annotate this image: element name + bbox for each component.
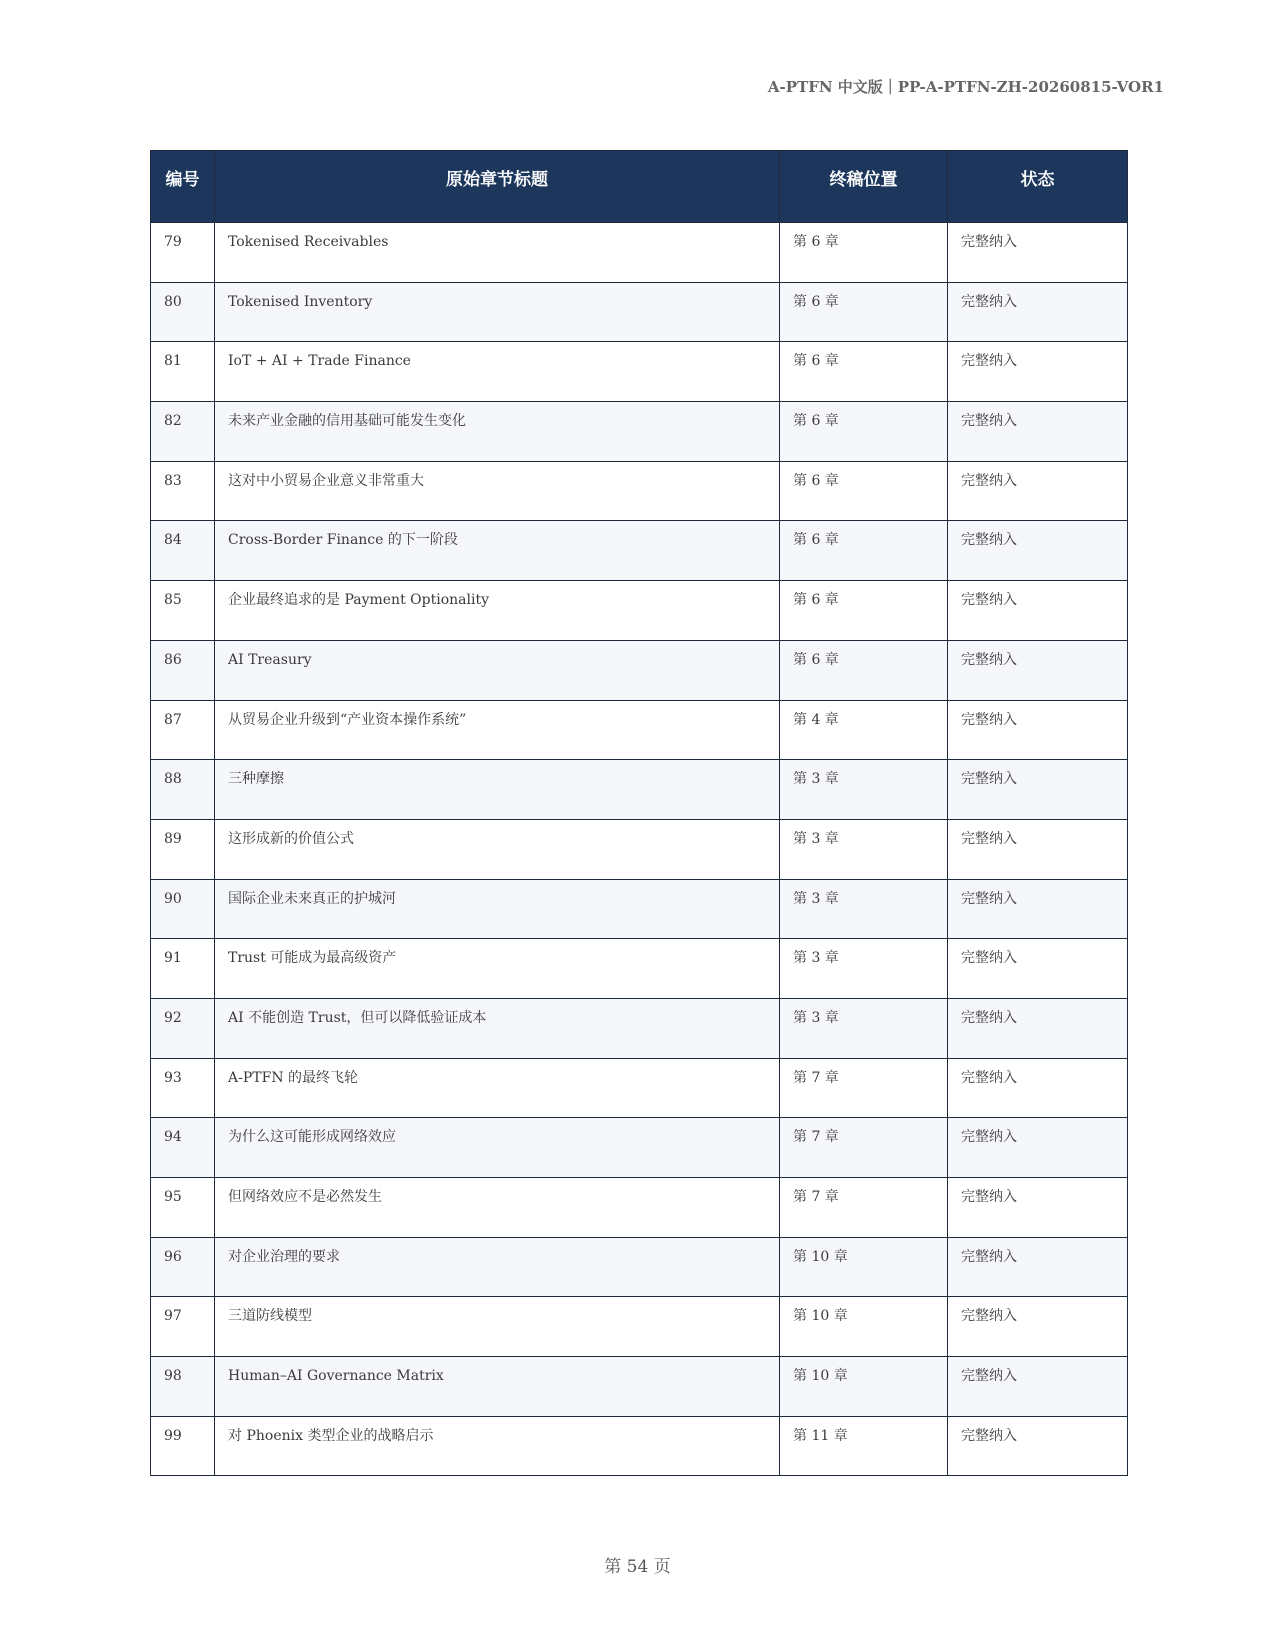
- cell-original-title: A-PTFN 的最终飞轮: [215, 1058, 780, 1118]
- cell-original-title: 三道防线模型: [215, 1297, 780, 1357]
- table-row: [151, 1416, 1128, 1476]
- cell-status: 完整纳入: [948, 581, 1128, 641]
- table-row: [151, 760, 1128, 820]
- cell-status: 完整纳入: [948, 1297, 1128, 1357]
- cell-number: 90: [151, 879, 215, 939]
- table-row: [151, 1118, 1128, 1178]
- cell-number: 87: [151, 700, 215, 760]
- cell-final-location: 第 6 章: [780, 223, 948, 283]
- column-header-status: 状态: [948, 151, 1128, 223]
- table-row: [151, 461, 1128, 521]
- table-row: [151, 223, 1128, 283]
- cell-status: 完整纳入: [948, 879, 1128, 939]
- running-header: A-PTFN 中文版｜PP-A-PTFN-ZH-20260815-VOR1: [767, 78, 1164, 96]
- cell-original-title: 未来产业金融的信用基础可能发生变化: [215, 402, 780, 462]
- cell-number: 97: [151, 1297, 215, 1357]
- table-row: [151, 282, 1128, 342]
- cell-number: 79: [151, 223, 215, 283]
- cell-status: 完整纳入: [948, 939, 1128, 999]
- cell-final-location: 第 3 章: [780, 879, 948, 939]
- table-row: [151, 402, 1128, 462]
- cell-status: 完整纳入: [948, 1178, 1128, 1238]
- cell-status: 完整纳入: [948, 342, 1128, 402]
- cell-final-location: 第 10 章: [780, 1357, 948, 1417]
- cell-original-title: Tokenised Receivables: [215, 223, 780, 283]
- cell-status: 完整纳入: [948, 1357, 1128, 1417]
- column-header-number: 编号: [151, 151, 215, 223]
- table-row: [151, 1297, 1128, 1357]
- table-header-row: [151, 151, 1128, 223]
- cell-status: 完整纳入: [948, 282, 1128, 342]
- cell-original-title: Trust 可能成为最高级资产: [215, 939, 780, 999]
- cell-original-title: AI Treasury: [215, 640, 780, 700]
- cell-original-title: 企业最终追求的是 Payment Optionality: [215, 581, 780, 641]
- cell-number: 93: [151, 1058, 215, 1118]
- cell-original-title: IoT + AI + Trade Finance: [215, 342, 780, 402]
- cell-final-location: 第 6 章: [780, 282, 948, 342]
- cell-final-location: 第 11 章: [780, 1416, 948, 1476]
- table-row: [151, 819, 1128, 879]
- chapter-mapping-table: [150, 150, 1128, 1476]
- cell-original-title: 对企业治理的要求: [215, 1237, 780, 1297]
- cell-original-title: 三种摩擦: [215, 760, 780, 820]
- cell-number: 88: [151, 760, 215, 820]
- table-row: [151, 1058, 1128, 1118]
- cell-status: 完整纳入: [948, 461, 1128, 521]
- column-header-final-location: 终稿位置: [780, 151, 948, 223]
- cell-number: 82: [151, 402, 215, 462]
- cell-status: 完整纳入: [948, 521, 1128, 581]
- cell-number: 96: [151, 1237, 215, 1297]
- cell-number: 89: [151, 819, 215, 879]
- cell-number: 95: [151, 1178, 215, 1238]
- cell-status: 完整纳入: [948, 1416, 1128, 1476]
- cell-status: 完整纳入: [948, 1118, 1128, 1178]
- cell-final-location: 第 3 章: [780, 819, 948, 879]
- cell-original-title: Cross-Border Finance 的下一阶段: [215, 521, 780, 581]
- cell-original-title: 这形成新的价值公式: [215, 819, 780, 879]
- cell-number: 83: [151, 461, 215, 521]
- cell-number: 99: [151, 1416, 215, 1476]
- table-row: [151, 581, 1128, 641]
- cell-final-location: 第 3 章: [780, 760, 948, 820]
- cell-final-location: 第 6 章: [780, 640, 948, 700]
- cell-status: 完整纳入: [948, 819, 1128, 879]
- cell-original-title: Tokenised Inventory: [215, 282, 780, 342]
- cell-original-title: 从贸易企业升级到“产业资本操作系统”: [215, 700, 780, 760]
- table-row: [151, 998, 1128, 1058]
- cell-original-title: 这对中小贸易企业意义非常重大: [215, 461, 780, 521]
- cell-number: 84: [151, 521, 215, 581]
- cell-number: 91: [151, 939, 215, 999]
- cell-original-title: Human–AI Governance Matrix: [215, 1357, 780, 1417]
- cell-number: 80: [151, 282, 215, 342]
- cell-final-location: 第 6 章: [780, 402, 948, 462]
- cell-number: 92: [151, 998, 215, 1058]
- table-row: [151, 640, 1128, 700]
- table-row: [151, 879, 1128, 939]
- table-row: [151, 700, 1128, 760]
- cell-number: 98: [151, 1357, 215, 1417]
- cell-final-location: 第 4 章: [780, 700, 948, 760]
- cell-status: 完整纳入: [948, 1058, 1128, 1118]
- column-header-original-title: 原始章节标题: [215, 151, 780, 223]
- cell-original-title: AI 不能创造 Trust，但可以降低验证成本: [215, 998, 780, 1058]
- table-row: [151, 939, 1128, 999]
- cell-final-location: 第 6 章: [780, 461, 948, 521]
- cell-final-location: 第 6 章: [780, 581, 948, 641]
- cell-status: 完整纳入: [948, 998, 1128, 1058]
- cell-original-title: 对 Phoenix 类型企业的战略启示: [215, 1416, 780, 1476]
- cell-number: 81: [151, 342, 215, 402]
- cell-final-location: 第 10 章: [780, 1297, 948, 1357]
- page-number: 第 54 页: [604, 1557, 671, 1577]
- cell-original-title: 为什么这可能形成网络效应: [215, 1118, 780, 1178]
- cell-original-title: 国际企业未来真正的护城河: [215, 879, 780, 939]
- cell-status: 完整纳入: [948, 700, 1128, 760]
- cell-final-location: 第 7 章: [780, 1058, 948, 1118]
- cell-final-location: 第 3 章: [780, 939, 948, 999]
- table-row: [151, 1357, 1128, 1417]
- cell-final-location: 第 6 章: [780, 342, 948, 402]
- cell-status: 完整纳入: [948, 223, 1128, 283]
- cell-number: 85: [151, 581, 215, 641]
- cell-final-location: 第 6 章: [780, 521, 948, 581]
- cell-final-location: 第 3 章: [780, 998, 948, 1058]
- cell-status: 完整纳入: [948, 402, 1128, 462]
- cell-original-title: 但网络效应不是必然发生: [215, 1178, 780, 1238]
- cell-number: 94: [151, 1118, 215, 1178]
- table-row: [151, 521, 1128, 581]
- table-row: [151, 1178, 1128, 1238]
- cell-final-location: 第 10 章: [780, 1237, 948, 1297]
- cell-final-location: 第 7 章: [780, 1118, 948, 1178]
- table-row: [151, 1237, 1128, 1297]
- cell-status: 完整纳入: [948, 640, 1128, 700]
- cell-status: 完整纳入: [948, 1237, 1128, 1297]
- cell-final-location: 第 7 章: [780, 1178, 948, 1238]
- cell-status: 完整纳入: [948, 760, 1128, 820]
- cell-number: 86: [151, 640, 215, 700]
- table-row: [151, 342, 1128, 402]
